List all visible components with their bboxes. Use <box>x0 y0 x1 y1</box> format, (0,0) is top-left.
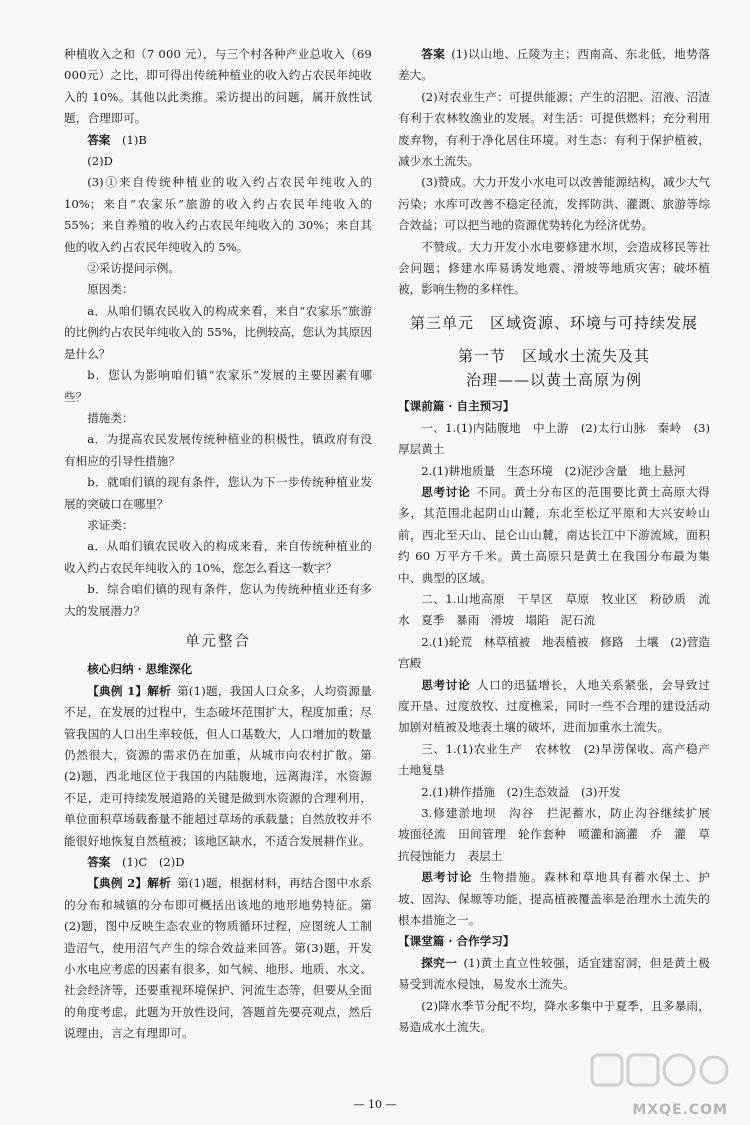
explore-1-label: 探究一 <box>421 955 458 970</box>
example-1-label: 【典例 1】解析 <box>87 683 171 698</box>
discussion-3-text: 生物措施。森林和草地具有蓄水保土、护坡、固沟、保塬等功能，提高植被覆盖率是治理水土流失的根本措施之一。 <box>398 870 710 928</box>
right-answer-2: (2)对农业生产：可提供能源；产生的沼肥、沼液、沼渣有利于农林牧渔业的发展。对生活：可提供燃料；充分利用废弃物，有利于净化居住环境。对生态：有利于保护植被，减少水土流失。 <box>398 89 710 169</box>
preview-7: 3.修建淤地坝 沟谷 拦泥蓄水，防止沟谷继续扩展 坡面径流 田间管理 轮作套种 喷灌和滴灌 乔 灌 草 抗侵蚀能力 表层土 <box>398 806 722 863</box>
discussion-2-text: 人口的迅猛增长，人地关系紧张，会导致过度开垦、过度放牧、过度樵采，同时一些不合理的建设活动加剧对植被及地表土壤的破坏，进而加重水土流失。 <box>398 677 710 735</box>
example-2-label: 【典例 2】解析 <box>87 876 171 891</box>
answer-2: (2)D <box>87 154 113 169</box>
preview-4: 2.(1)轮荒 林草植被 地表植被 修路 土壤 (2)营造宫殿 <box>398 634 710 671</box>
answer-example-1: (1)C (2)D <box>121 855 185 870</box>
answer-label-3: 答案 <box>421 47 446 61</box>
explore-1-text: (1)黄土直立性较强，适宜建窑洞，但是黄土极易受到流水侵蚀，易发水土流失。 <box>398 955 710 992</box>
measure-heading: 措施类： <box>87 410 134 425</box>
discussion-2-label: 思考讨论 <box>421 677 471 692</box>
measure-a: a．为提高农民发展传统种植业的积极性，镇政府有没有相应的引导性措施？ <box>64 432 372 468</box>
preview-heading: 【课前篇 · 自主预习】 <box>398 399 515 414</box>
discussion-1-label: 思考讨论 <box>421 484 471 499</box>
answer-3: (3)①来自传统种植业的收入约占农民年纯收入的 10%；来自“农家乐”旅游的收入约占农民年纯收入的 55%；来自养殖的收入约占农民年纯收入的 30%；来自其他的收入约占农民年纯收入的 5%。 <box>64 175 372 254</box>
answer-label-2: 答案 <box>87 855 111 870</box>
example-2-text: 第(1)题，根据材料，再结合图中水系的分布和城镇的分布即可概括出该地的地形地势特征。第(2)题，图中反映生态农业的物质循环过程，应图统人工制造沼气，使用沼气产生的综合效益来回答。第(3)题，开发小水电应考虑的因素有很多，如气候、地形、地质、水文、社会经济等，还要重视环境保护、河流生态等，但要从全面的角度考虑，此题为开放性设问，答题首先要亮观点，然后说理由，言之有理即可。 <box>64 876 372 1041</box>
preview-3: 二、1.山地高原 干旱区 草原 牧业区 粉砂质 流水 夏季 暴雨 滑坡 塌陷 泥石流 <box>398 591 710 628</box>
discussion-3-label: 思考讨论 <box>421 870 473 885</box>
answer-1: (1)B <box>121 132 147 147</box>
example-1-text: 第(1)题，我国人口众多，人均资源量不足，在发展的过程中，生态破坏范围扩大，程度加重；尽管我国的人口出生率较低，但人口基数大，人口增加的数量仍然很大，资源的需求仍在加重，从城市向农村扩散。第(2)题，西北地区位于我国的内陆腹地，远离海洋，水资源不足，走可持续发展道路的关键是做到水资源的合理利用，单位面积草场载畜量不能超过草场的承载量；自然放牧并不能很好地恢复自然植被；该地区缺水，不适合发展耕作业。 <box>64 683 372 848</box>
verify-a: a．从咱们镇农民收入的构成来看，来自传统种植业的收入约占农民年纯收入的 10%，您怎么看这一数字？ <box>64 539 372 575</box>
answer-label: 答案 <box>87 132 111 147</box>
right-answer-3: (3)赞成。大力开发小水电可以改善能源结构，减少大气污染；水库可改善不稳定径流，发挥防洪、灌溉、旅游等综合效益；可以把当地的资源优势转化为经济优势。 <box>398 175 710 233</box>
reason-a: a．从咱们镇农民收入的构成来看，来自“农家乐”旅游的比例约占农民年纯收入的 55%，比例较高，您认为其原因是什么？ <box>64 303 372 361</box>
unit-3-title: 第三单元 区域资源、环境与可持续发展 <box>409 313 698 332</box>
preview-2: 2.(1)耕地质量 生态环境 (2)泥沙含量 地上悬河 <box>421 463 686 478</box>
section-1-title-b: 治理——以黄土高原为例 <box>465 371 642 390</box>
page-number: — 10 — <box>353 1098 397 1111</box>
section-1-title-a: 第一节 区域水土流失及其 <box>457 347 650 366</box>
left-column <box>64 44 372 1045</box>
right-column <box>398 44 722 1038</box>
core-heading: 核心归纳 · 思维深化 <box>87 662 193 677</box>
verify-b: b．综合咱们镇的现有条件，您认为传统种植业还有多大的发展潜力？ <box>64 582 372 618</box>
preview-1: 一、1.(1)内陆腹地 中上游 (2)太行山脉 秦岭 (3)厚层黄土 <box>398 420 710 457</box>
preview-5: 三、1.(1)农业生产 农林牧 (2)旱涝保收、高产稳产 土地复垦 <box>398 741 722 778</box>
reason-heading: 原因类： <box>87 282 134 297</box>
classroom-heading: 【课堂篇 · 合作学习】 <box>398 934 515 949</box>
measure-b: b．就咱们镇的现有条件，您认为下一步传统种植业发展的突破口在哪里？ <box>64 475 372 511</box>
right-answer-4: 不赞成。大力开发小水电要修建水坝，会造成移民等社会问题；修建水库易诱发地震、滑坡等地质灾害；破坏植被，影响生物的多样性。 <box>398 239 710 297</box>
right-answer-1: (1)以山地、丘陵为主；西南高、东北低，地势落差大。 <box>398 47 710 83</box>
watermark-text: MXQE.COM <box>632 1101 728 1118</box>
answer-3b: ②采访提问示例。 <box>87 261 180 276</box>
unit-summary-title: 单元整合 <box>185 633 251 650</box>
explore-2-text: (2)降水季节分配不均，降水多集中于夏季，且多暴雨，易造成水土流失。 <box>398 998 710 1035</box>
left-continuation-text: 种植收入之和（7 000 元），与三个村各种产业总收入（69 000元）之比，即可得出传统种植业的收入约占农民年纯收入的 10%。其他以此类推。采访提出的问题，属开放性试题，合理即可。 <box>64 47 372 126</box>
reason-b: b．您认为影响咱们镇“农家乐”发展的主要因素有哪些？ <box>64 368 372 404</box>
preview-6: 2.(1)耕作措施 (2)生态效益 (3)开发 <box>421 784 621 799</box>
discussion-1-text: 不同。黄土分布区的范围要比黄土高原大得多，其范围北起阴山山麓，东北至松辽平原和大兴安岭山前，西北至天山、昆仑山山麓，南达长江中下游流域，面积约 60 万平方千米。黄土高原只是黄土在我国分布最为集中、典型的区域。 <box>398 484 710 585</box>
verify-heading: 求证类： <box>87 517 134 532</box>
